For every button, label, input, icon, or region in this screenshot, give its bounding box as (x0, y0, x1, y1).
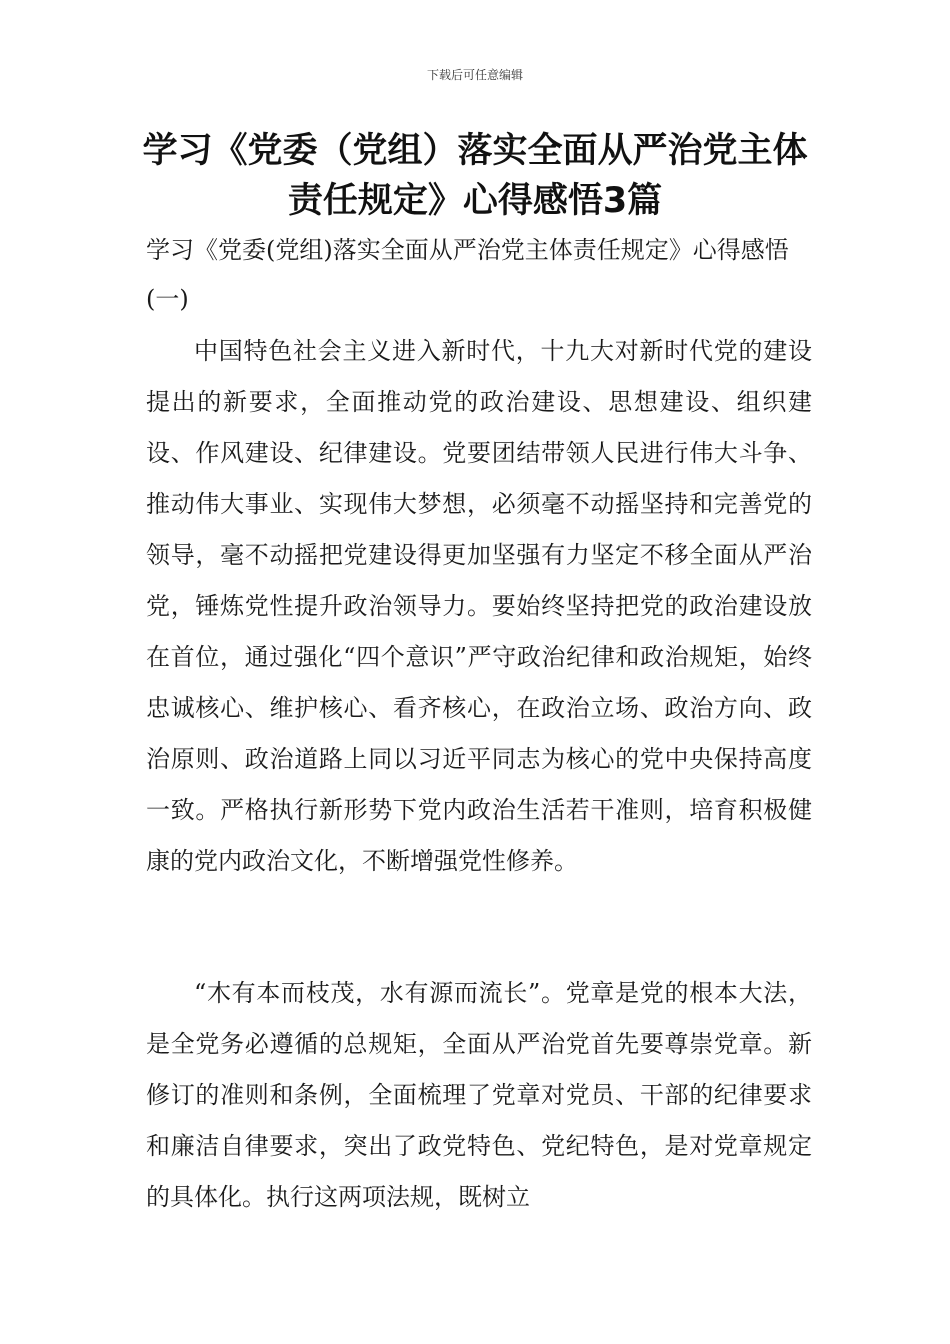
body-paragraph-1: 中国特色社会主义进入新时代，十九大对新时代党的建设提出的新要求，全面推动党的政治建设、思想建设、组织建设、作风建设、纪律建设。党要团结带领人民进行伟大斗争、推动伟大事业、实现伟大梦想，必须毫不动摇坚持和完善党的领导，毫不动摇把党建设得更加坚强有力坚定不移全面从严治党，锤炼党性提升政治领导力。要始终坚持把党的政治建设放在首位，通过强化“四个意识”严守政治纪律和政治规矩，始终忠诚核心、维护核心、看齐核心，在政治立场、政治方向、政治原则、政治道路上同以习近平同志为核心的党中央保持高度一致。严格执行新形势下党内政治生活若干准则，培育积极健康的党内政治文化，不断增强党性修养。 (146, 337, 812, 875)
document-title: 学习《党委（党组）落实全面从严治党主体责任规定》心得感悟3篇 (142, 131, 808, 221)
section-heading: 学习《党委(党组)落实全面从严治党主体责任规定》心得感悟(一) (146, 236, 789, 313)
body-paragraph-2: “木有本而枝茂，水有源而流长”。党章是党的根本大法，是全党务必遵循的总规矩，全面从严治党首先要尊崇党章。新修订的准则和条例，全面梳理了党章对党员、干部的纪律要求和廉洁自律要求，突出了政党特色、党纪特色，是对党章规定的具体化。执行这两项法规，既树立 (146, 979, 812, 1211)
header-note: 下载后可任意编辑 (426, 68, 523, 82)
